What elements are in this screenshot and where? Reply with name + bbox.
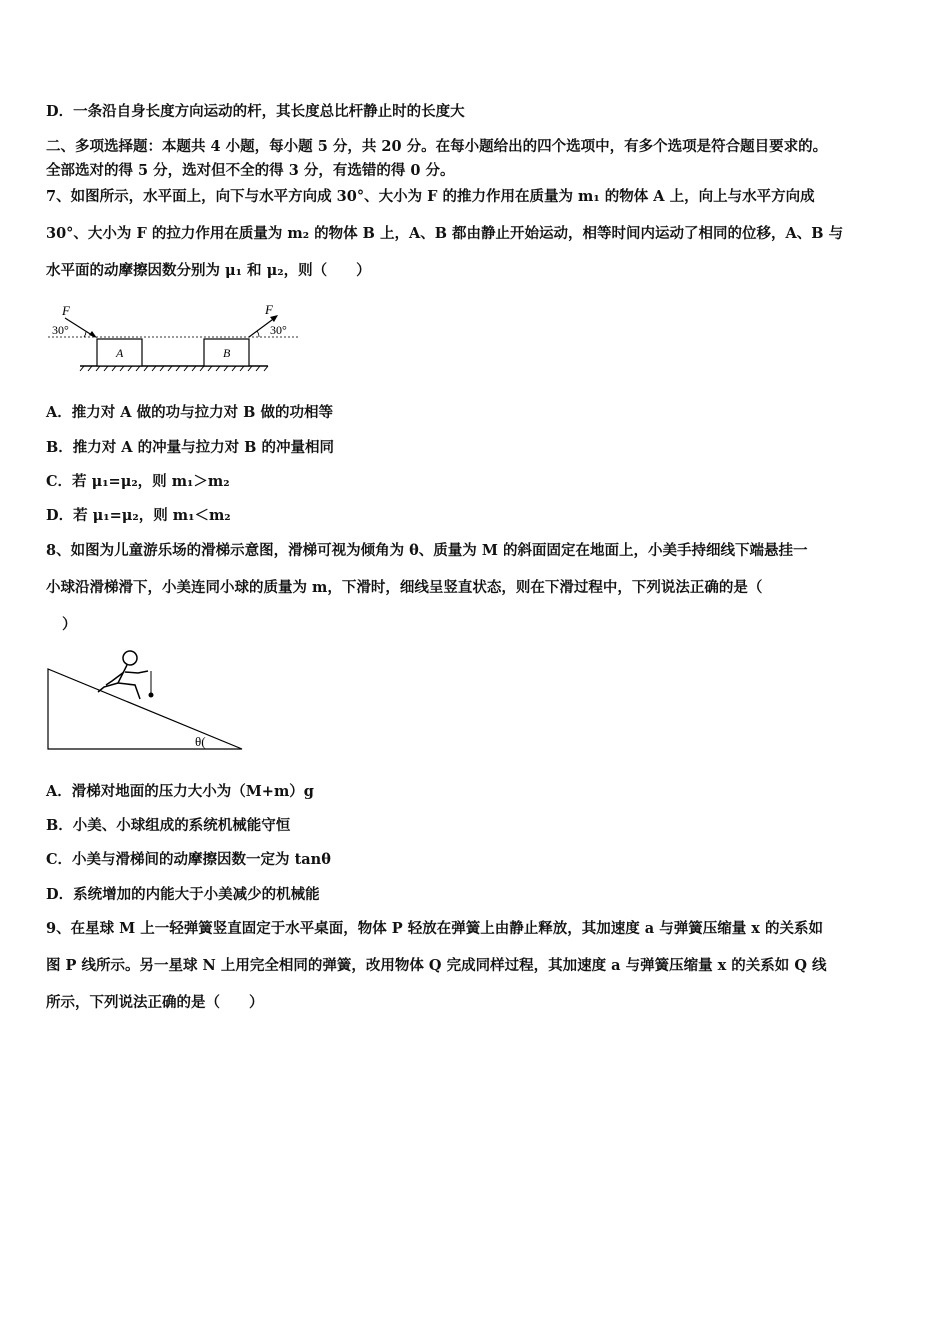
q7-option-b: B．推力对 A 的冲量与拉力对 B 的冲量相同	[46, 439, 334, 456]
angle-label-a: 30°	[52, 323, 69, 337]
section2-instructions-line1: 二、多项选择题：本题共 4 小题，每小题 5 分，共 20 分。在每小题给出的四个选项中，有多个选项是符合题目要求的。	[46, 138, 828, 155]
angle-arc-b	[257, 331, 259, 337]
hanging-ball	[149, 693, 154, 698]
q9-stem-line1: 9、在星球 M 上一轻弹簧竖直固定于水平桌面，物体 P 轻放在弹簧上由静止释放，其加速度 a 与弹簧压缩量 x 的关系如	[46, 920, 823, 937]
q7-option-d: D．若 μ₁=μ₂，则 m₁＜m₂	[46, 507, 231, 524]
section2-instructions-line2: 全部选对的得 5 分，选对但不全的得 3 分，有选错的得 0 分。	[46, 162, 455, 179]
slide-angle-label: θ(	[195, 734, 206, 749]
q7-option-a: A．推力对 A 做的功与拉力对 B 做的功相等	[46, 404, 333, 421]
block-b-label: B	[223, 346, 231, 360]
q8-option-b: B．小美、小球组成的系统机械能守恒	[46, 817, 291, 834]
q8-option-a: A．滑梯对地面的压力大小为（M+m）g	[46, 783, 314, 800]
q8-stem-line2: 小球沿滑梯滑下，小美连同小球的质量为 m，下滑时，细线呈竖直状态，则在下滑过程中，下列说法正确的是（	[46, 579, 763, 596]
angle-arc-a	[84, 331, 86, 337]
q7-stem-line3: 水平面的动摩擦因数分别为 μ₁ 和 μ₂，则（ ）	[46, 262, 371, 279]
q7-stem-line2: 30°、大小为 F 的拉力作用在质量为 m₂ 的物体 B 上，A、B 都由静止开始运动，相等时间内运动了相同的位移，A、B 与	[46, 225, 844, 242]
q8-stem-line1: 8、如图为儿童游乐场的滑梯示意图，滑梯可视为倾角为 θ、质量为 M 的斜面固定在地面上，小美手持细线下端悬挂一	[46, 542, 808, 559]
slide-triangle	[48, 669, 242, 749]
angle-label-b: 30°	[270, 323, 287, 337]
child-leg-front	[118, 683, 140, 699]
q8-stem-line3: ）	[62, 616, 77, 633]
force-label-a: F	[62, 303, 70, 318]
child-head	[123, 651, 137, 665]
q9-stem-line3: 所示，下列说法正确的是（ ）	[46, 994, 264, 1011]
q8-figure	[40, 645, 255, 755]
q7-figure	[40, 296, 310, 376]
block-a-label: A	[116, 346, 124, 360]
q9-stem-line2: 图 P 线所示。另一星球 N 上用完全相同的弹簧，改用物体 Q 完成同样过程，其加速度 a 与弹簧压缩量 x 的关系如 Q 线	[46, 957, 827, 974]
child-arm	[125, 671, 148, 673]
q8-option-d: D．系统增加的内能大于小美减少的机械能	[46, 886, 320, 903]
q7-option-c: C．若 μ₁=μ₂，则 m₁＞m₂	[46, 473, 230, 490]
force-label-b: F	[265, 302, 273, 317]
q6-option-d: D．一条沿自身长度方向运动的杆，其长度总比杆静止时的长度大	[46, 103, 465, 120]
q7-stem-line1: 7、如图所示，水平面上，向下与水平方向成 30°、大小为 F 的推力作用在质量为 m₁ 的物体 A 上，向上与水平方向成	[46, 188, 815, 205]
q8-option-c: C．小美与滑梯间的动摩擦因数一定为 tanθ	[46, 851, 331, 868]
